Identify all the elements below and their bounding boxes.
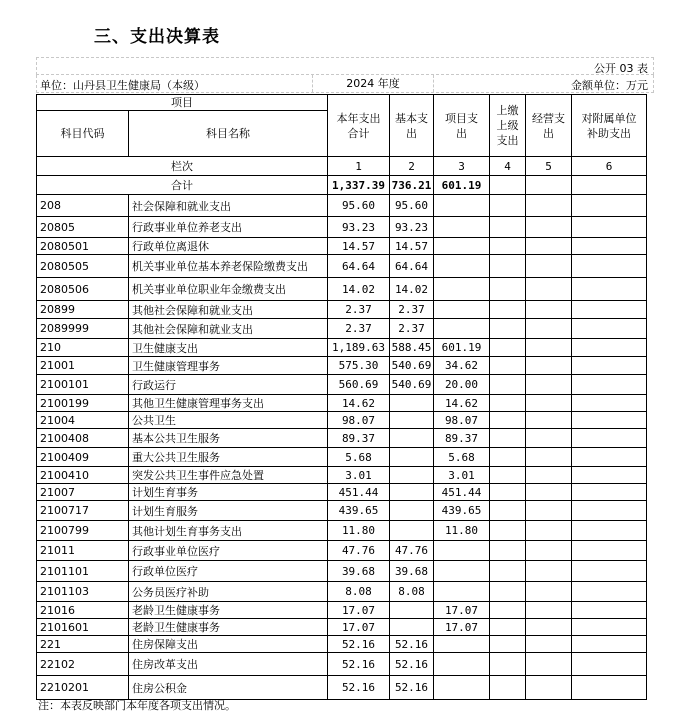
amount-cell: 95.60 — [328, 195, 390, 217]
header-col-6-label: 对附属单位 补助支出 — [581, 111, 637, 140]
amount-cell — [490, 636, 526, 653]
subject-name: 机关事业单位职业年金缴费支出 — [129, 278, 328, 301]
subject-code: 221 — [37, 636, 129, 653]
amount-cell: 8.08 — [328, 582, 390, 602]
header-col-3-label: 项目支 出 — [445, 111, 478, 140]
amount-cell: 39.68 — [390, 561, 434, 582]
total-value — [490, 176, 526, 195]
table-row — [37, 412, 647, 429]
subject-code: 22102 — [37, 653, 129, 676]
subject-name: 其他社会保障和就业支出 — [129, 301, 328, 319]
subject-name: 其他卫生健康管理事务支出 — [129, 395, 328, 412]
amount-cell — [526, 412, 572, 429]
amount-cell — [490, 395, 526, 412]
subject-code: 2101101 — [37, 561, 129, 582]
amount-cell: 47.76 — [328, 541, 390, 561]
table-row — [37, 676, 647, 700]
amount-cell — [572, 395, 647, 412]
total-value: 736.21 — [390, 176, 434, 195]
amount-cell — [390, 521, 434, 541]
amount-cell — [526, 429, 572, 448]
subject-name: 老龄卫生健康事务 — [129, 602, 328, 619]
header-col-5 — [526, 95, 572, 157]
amount-cell — [572, 521, 647, 541]
amount-cell — [434, 653, 490, 676]
subject-name: 基本公共卫生服务 — [129, 429, 328, 448]
header-col-4 — [490, 95, 526, 157]
subject-code: 2100717 — [37, 501, 129, 521]
meta-bar — [36, 75, 654, 93]
amount-cell — [526, 319, 572, 339]
amount-cell — [572, 636, 647, 653]
col-number: 5 — [526, 157, 572, 176]
unit-label: 单位：山丹县卫生健康局（本级） — [40, 79, 205, 92]
subject-code: 2100408 — [37, 429, 129, 448]
amount-cell: 39.68 — [328, 561, 390, 582]
amount-cell — [572, 541, 647, 561]
total-value — [526, 176, 572, 195]
amount-cell: 601.19 — [434, 339, 490, 357]
amount-cell — [390, 412, 434, 429]
amount-cell: 47.76 — [390, 541, 434, 561]
amount-cell — [490, 412, 526, 429]
subject-code: 2080505 — [37, 255, 129, 278]
subject-code: 21016 — [37, 602, 129, 619]
subject-code: 210 — [37, 339, 129, 357]
header-name: 科目名称 — [129, 111, 328, 157]
amount-cell — [526, 636, 572, 653]
subject-code: 2080501 — [37, 238, 129, 255]
amount-cell — [526, 339, 572, 357]
amount-cell: 575.30 — [328, 357, 390, 375]
amount-cell: 17.07 — [434, 602, 490, 619]
total-value: 1,337.39 — [328, 176, 390, 195]
header-col-3 — [434, 95, 490, 157]
year-label: 2024 年度 — [312, 75, 434, 92]
amount-cell: 52.16 — [328, 676, 390, 700]
subject-name: 行政事业单位医疗 — [129, 541, 328, 561]
subject-code: 21011 — [37, 541, 129, 561]
col-number: 4 — [490, 157, 526, 176]
table-row — [37, 195, 647, 217]
page-title: 三、支出决算表 — [94, 27, 220, 47]
table-row — [37, 561, 647, 582]
table-row — [37, 238, 647, 255]
amount-cell: 52.16 — [390, 676, 434, 700]
amount-cell — [572, 412, 647, 429]
amount-cell — [572, 429, 647, 448]
amount-cell: 95.60 — [390, 195, 434, 217]
subject-name: 住房公积金 — [129, 676, 328, 700]
subject-code: 2210201 — [37, 676, 129, 700]
amount-cell: 1,189.63 — [328, 339, 390, 357]
amount-cell: 439.65 — [328, 501, 390, 521]
amount-cell: 17.07 — [328, 619, 390, 636]
amount-cell: 52.16 — [390, 653, 434, 676]
table-row — [37, 653, 647, 676]
subject-name: 计划生育服务 — [129, 501, 328, 521]
header-col-6 — [572, 95, 647, 157]
subject-name: 行政事业单位养老支出 — [129, 217, 328, 238]
amount-cell: 14.62 — [328, 395, 390, 412]
amount-cell — [526, 375, 572, 395]
subject-name: 行政单位离退休 — [129, 238, 328, 255]
table-row — [37, 319, 647, 339]
amount-cell — [526, 653, 572, 676]
subject-code: 2100101 — [37, 375, 129, 395]
table-row — [37, 619, 647, 636]
amount-cell — [434, 636, 490, 653]
amount-cell: 93.23 — [328, 217, 390, 238]
amount-cell — [490, 429, 526, 448]
amount-cell: 2.37 — [328, 319, 390, 339]
subject-name: 机关事业单位基本养老保险缴费支出 — [129, 255, 328, 278]
amount-cell: 17.07 — [328, 602, 390, 619]
table-row — [37, 484, 647, 501]
amount-cell — [526, 217, 572, 238]
amount-cell — [526, 602, 572, 619]
subject-code: 2080506 — [37, 278, 129, 301]
amount-cell — [434, 255, 490, 278]
subject-code: 20899 — [37, 301, 129, 319]
table-row — [37, 636, 647, 653]
amount-cell: 64.64 — [328, 255, 390, 278]
col-number: 2 — [390, 157, 434, 176]
amount-cell — [490, 467, 526, 484]
amount-cell — [490, 541, 526, 561]
amount-cell — [572, 319, 647, 339]
amount-cell: 2.37 — [328, 301, 390, 319]
amount-cell — [526, 582, 572, 602]
header-col-2-label: 基本支 出 — [395, 111, 428, 140]
amount-cell — [490, 448, 526, 467]
amount-cell — [526, 238, 572, 255]
amount-cell — [390, 395, 434, 412]
amount-cell — [434, 301, 490, 319]
amount-cell: 98.07 — [434, 412, 490, 429]
table-row — [37, 255, 647, 278]
header-col-4-label: 上缴 上级 支出 — [496, 104, 519, 147]
table-row — [37, 395, 647, 412]
table-row — [37, 429, 647, 448]
total-label: 合计 — [37, 176, 328, 195]
amount-cell — [434, 582, 490, 602]
amount-cell — [526, 521, 572, 541]
amount-cell — [490, 357, 526, 375]
amount-cell — [572, 582, 647, 602]
amount-cell — [572, 278, 647, 301]
money-unit-label: 金额单位：万元 — [571, 79, 648, 92]
amount-cell: 52.16 — [390, 636, 434, 653]
subject-name: 重大公共卫生服务 — [129, 448, 328, 467]
amount-cell — [434, 676, 490, 700]
amount-cell — [572, 561, 647, 582]
amount-cell — [572, 195, 647, 217]
table-row — [37, 375, 647, 395]
table-body — [37, 195, 647, 700]
amount-cell: 14.02 — [390, 278, 434, 301]
header-col-5-label: 经营支 出 — [532, 111, 565, 140]
amount-cell — [572, 653, 647, 676]
amount-cell — [490, 619, 526, 636]
amount-cell — [490, 484, 526, 501]
amount-cell — [526, 278, 572, 301]
subject-code: 21007 — [37, 484, 129, 501]
subject-name: 卫生健康管理事务 — [129, 357, 328, 375]
amount-cell: 439.65 — [434, 501, 490, 521]
total-row — [37, 176, 647, 195]
table-row — [37, 448, 647, 467]
subject-name: 住房改革支出 — [129, 653, 328, 676]
amount-cell: 17.07 — [434, 619, 490, 636]
amount-cell: 588.45 — [390, 339, 434, 357]
amount-cell — [490, 561, 526, 582]
amount-cell: 2.37 — [390, 301, 434, 319]
amount-cell: 14.62 — [434, 395, 490, 412]
subject-name: 卫生健康支出 — [129, 339, 328, 357]
amount-cell — [526, 195, 572, 217]
amount-cell: 5.68 — [328, 448, 390, 467]
amount-cell — [572, 448, 647, 467]
footnote: 注：本表反映部门本年度各项支出情况。 — [38, 699, 236, 712]
amount-cell — [572, 375, 647, 395]
subject-name: 社会保障和就业支出 — [129, 195, 328, 217]
subject-code: 2100199 — [37, 395, 129, 412]
amount-cell: 64.64 — [390, 255, 434, 278]
amount-cell — [490, 238, 526, 255]
amount-cell — [572, 467, 647, 484]
amount-cell: 34.62 — [434, 357, 490, 375]
amount-cell — [390, 501, 434, 521]
amount-cell: 2.37 — [390, 319, 434, 339]
amount-cell — [526, 467, 572, 484]
table-row — [37, 467, 647, 484]
amount-cell: 98.07 — [328, 412, 390, 429]
amount-cell — [490, 255, 526, 278]
amount-cell — [572, 484, 647, 501]
amount-cell: 451.44 — [434, 484, 490, 501]
amount-cell — [490, 278, 526, 301]
table-row — [37, 501, 647, 521]
subject-code: 2101601 — [37, 619, 129, 636]
amount-cell — [490, 501, 526, 521]
subject-code: 2089999 — [37, 319, 129, 339]
amount-cell: 20.00 — [434, 375, 490, 395]
subject-code: 2101103 — [37, 582, 129, 602]
amount-cell — [390, 429, 434, 448]
amount-cell: 89.37 — [434, 429, 490, 448]
table-row — [37, 301, 647, 319]
subject-code: 20805 — [37, 217, 129, 238]
amount-cell — [490, 375, 526, 395]
total-value: 601.19 — [434, 176, 490, 195]
col-number: 6 — [572, 157, 647, 176]
subject-name: 其他计划生育事务支出 — [129, 521, 328, 541]
amount-cell — [490, 217, 526, 238]
header-code: 科目代码 — [37, 111, 129, 157]
amount-cell — [526, 357, 572, 375]
expenditure-table — [36, 94, 647, 700]
total-value — [572, 176, 647, 195]
amount-cell — [526, 676, 572, 700]
subject-code: 2100409 — [37, 448, 129, 467]
amount-cell: 560.69 — [328, 375, 390, 395]
table-row — [37, 278, 647, 301]
amount-cell: 5.68 — [434, 448, 490, 467]
amount-cell — [390, 448, 434, 467]
amount-cell — [526, 619, 572, 636]
amount-cell — [390, 484, 434, 501]
subject-name: 住房保障支出 — [129, 636, 328, 653]
amount-cell — [490, 602, 526, 619]
amount-cell — [490, 521, 526, 541]
amount-cell — [434, 319, 490, 339]
amount-cell: 540.69 — [390, 375, 434, 395]
amount-cell: 14.02 — [328, 278, 390, 301]
header-col-1-label: 本年支出 合计 — [336, 111, 381, 140]
subject-code: 2100410 — [37, 467, 129, 484]
amount-cell — [526, 501, 572, 521]
subject-code: 21004 — [37, 412, 129, 429]
amount-cell: 8.08 — [390, 582, 434, 602]
subject-code: 2100799 — [37, 521, 129, 541]
subject-name: 公务员医疗补助 — [129, 582, 328, 602]
subject-name: 计划生育事务 — [129, 484, 328, 501]
amount-cell: 540.69 — [390, 357, 434, 375]
amount-cell — [490, 195, 526, 217]
amount-cell: 93.23 — [390, 217, 434, 238]
amount-cell: 3.01 — [328, 467, 390, 484]
amount-cell — [572, 339, 647, 357]
amount-cell: 52.16 — [328, 636, 390, 653]
amount-cell — [526, 255, 572, 278]
amount-cell: 89.37 — [328, 429, 390, 448]
col-number: 1 — [328, 157, 390, 176]
table-row — [37, 541, 647, 561]
col-numbers-label: 栏次 — [37, 157, 328, 176]
table-row — [37, 602, 647, 619]
amount-cell — [434, 561, 490, 582]
amount-cell — [490, 339, 526, 357]
subject-name: 公共卫生 — [129, 412, 328, 429]
form-code-bar — [36, 57, 654, 75]
amount-cell: 11.80 — [328, 521, 390, 541]
amount-cell — [490, 653, 526, 676]
amount-cell — [572, 238, 647, 255]
amount-cell — [526, 448, 572, 467]
amount-cell — [390, 619, 434, 636]
amount-cell: 52.16 — [328, 653, 390, 676]
subject-name: 行政运行 — [129, 375, 328, 395]
amount-cell — [490, 319, 526, 339]
amount-cell: 3.01 — [434, 467, 490, 484]
amount-cell — [434, 195, 490, 217]
amount-cell — [390, 602, 434, 619]
amount-cell — [572, 602, 647, 619]
amount-cell — [434, 541, 490, 561]
subject-name: 其他社会保障和就业支出 — [129, 319, 328, 339]
header-project: 项目 — [37, 95, 328, 111]
amount-cell — [572, 301, 647, 319]
amount-cell — [572, 255, 647, 278]
table-row — [37, 339, 647, 357]
amount-cell — [490, 676, 526, 700]
amount-cell — [490, 301, 526, 319]
header-col-2 — [390, 95, 434, 157]
amount-cell — [390, 467, 434, 484]
amount-cell — [526, 301, 572, 319]
amount-cell — [526, 561, 572, 582]
col-number: 3 — [434, 157, 490, 176]
subject-name: 突发公共卫生事件应急处置 — [129, 467, 328, 484]
amount-cell — [490, 582, 526, 602]
amount-cell — [526, 395, 572, 412]
subject-code: 21001 — [37, 357, 129, 375]
header-col-1 — [328, 95, 390, 157]
amount-cell: 14.57 — [390, 238, 434, 255]
form-code: 公开 03 表 — [594, 62, 648, 75]
amount-cell — [572, 217, 647, 238]
amount-cell — [434, 278, 490, 301]
amount-cell — [526, 541, 572, 561]
amount-cell: 451.44 — [328, 484, 390, 501]
table-row — [37, 217, 647, 238]
amount-cell — [434, 238, 490, 255]
subject-name: 老龄卫生健康事务 — [129, 619, 328, 636]
amount-cell — [526, 484, 572, 501]
subject-name: 行政单位医疗 — [129, 561, 328, 582]
amount-cell: 14.57 — [328, 238, 390, 255]
amount-cell — [572, 676, 647, 700]
table-row — [37, 582, 647, 602]
amount-cell: 11.80 — [434, 521, 490, 541]
subject-code: 208 — [37, 195, 129, 217]
amount-cell — [572, 501, 647, 521]
table-row — [37, 521, 647, 541]
amount-cell — [572, 619, 647, 636]
table-row — [37, 357, 647, 375]
amount-cell — [434, 217, 490, 238]
amount-cell — [572, 357, 647, 375]
